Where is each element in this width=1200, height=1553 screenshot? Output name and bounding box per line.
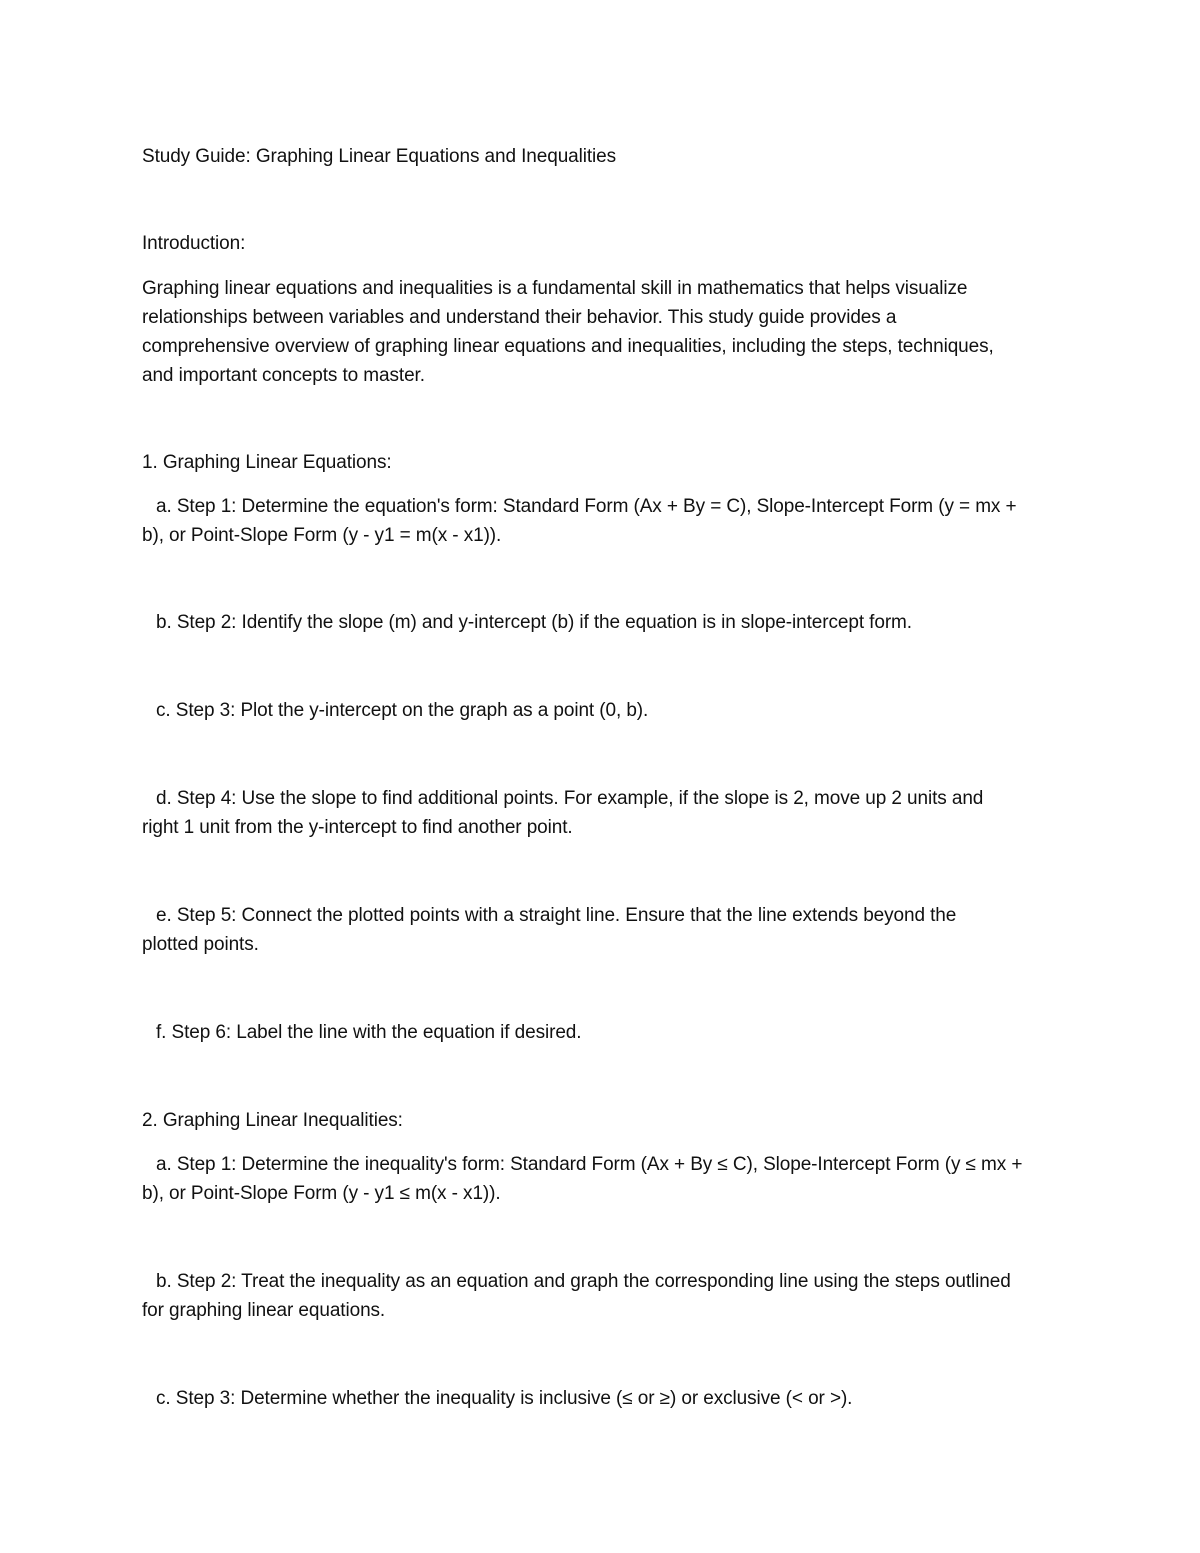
- section-heading: 1. Graphing Linear Equations:: [142, 452, 392, 473]
- step-line: right 1 unit from the y-intercept to find another point.: [142, 817, 573, 838]
- step-line: plotted points.: [142, 934, 259, 955]
- intro-heading: Introduction:: [142, 233, 246, 254]
- step-line: f. Step 6: Label the line with the equation if desired.: [156, 1022, 582, 1043]
- step-line: b. Step 2: Treat the inequality as an equation and graph the corresponding line using the steps outlined: [156, 1271, 1011, 1292]
- document-title: Study Guide: Graphing Linear Equations and Inequalities: [142, 146, 617, 167]
- step-line: a. Step 1: Determine the inequality's form: Standard Form (Ax + By ≤ C), Slope-Intercept Form (y ≤ mx +: [156, 1154, 1023, 1175]
- step-line: d. Step 4: Use the slope to find additional points. For example, if the slope is 2, move up 2 units and: [156, 788, 984, 809]
- step-line: b), or Point-Slope Form (y - y1 ≤ m(x - x1)).: [142, 1183, 501, 1204]
- step-line: b), or Point-Slope Form (y - y1 = m(x - x1)).: [142, 525, 502, 546]
- step-line: a. Step 1: Determine the equation's form: Standard Form (Ax + By = C), Slope-Intercept Form (y = mx +: [156, 496, 1017, 517]
- intro-paragraph-line: relationships between variables and understand their behavior. This study guide provides a: [142, 307, 897, 328]
- intro-paragraph-line: comprehensive overview of graphing linear equations and inequalities, including the steps, techniques,: [142, 336, 994, 357]
- section-heading: 2. Graphing Linear Inequalities:: [142, 1110, 403, 1131]
- step-line: b. Step 2: Identify the slope (m) and y-intercept (b) if the equation is in slope-intercept form.: [156, 612, 912, 633]
- step-line: for graphing linear equations.: [142, 1300, 386, 1321]
- step-line: c. Step 3: Plot the y-intercept on the graph as a point (0, b).: [156, 700, 649, 721]
- step-line: c. Step 3: Determine whether the inequality is inclusive (≤ or ≥) or exclusive (< or >).: [156, 1388, 853, 1409]
- intro-paragraph-line: and important concepts to master.: [142, 365, 425, 386]
- step-line: e. Step 5: Connect the plotted points with a straight line. Ensure that the line extends beyond the: [156, 905, 957, 926]
- intro-paragraph-line: Graphing linear equations and inequalities is a fundamental skill in mathematics that helps visualize: [142, 278, 968, 299]
